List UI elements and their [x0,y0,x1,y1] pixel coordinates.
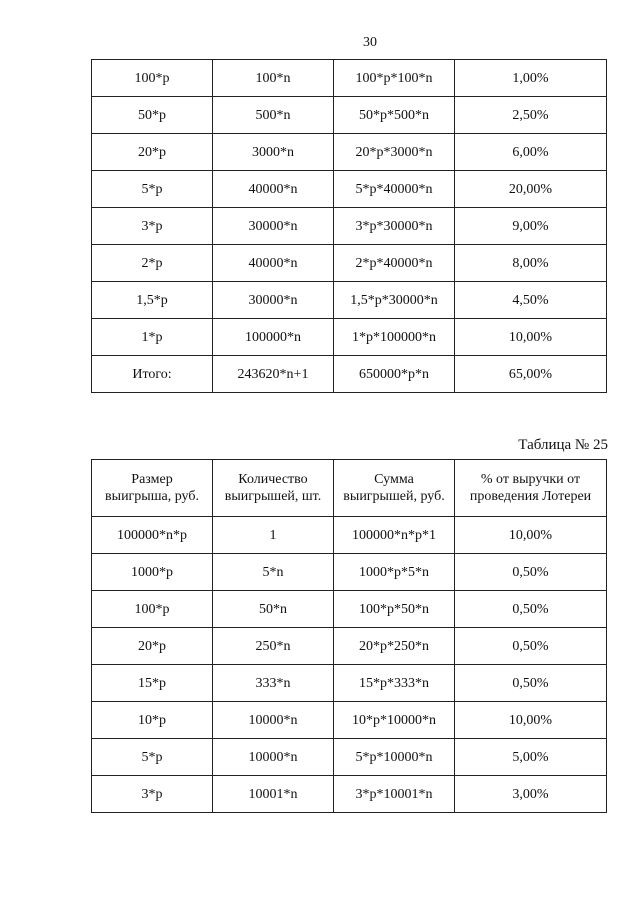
table-row [92,665,607,702]
prize-count-cell: 10001*n [213,776,334,813]
prize-count-cell: 3000*n [213,134,334,171]
prize-amount-cell: 10*р [92,702,213,739]
table-row [92,282,607,319]
table-row [92,591,607,628]
prize-sum-cell: 20*р*3000*n [334,134,455,171]
prize-count-cell: 100000*n [213,319,334,356]
header-line: выигрышей, руб. [343,489,445,504]
prize-amount-cell: 3*р [92,776,213,813]
prize-count-cell: 10000*n [213,702,334,739]
prize-sum-cell: 2*р*40000*n [334,245,455,282]
header-line: % от выручки от [480,472,581,487]
prize-table-continued-body [92,60,607,393]
table-row [92,554,607,591]
table-row [92,208,607,245]
revenue-percent-cell: 2,50% [455,97,607,134]
header-line: выигрыша, руб. [105,489,199,504]
header-prize-amount [92,460,213,517]
prize-sum-cell: 10*р*10000*n [334,702,455,739]
table-row [92,776,607,813]
prize-amount-cell: 100000*n*р [92,517,213,554]
revenue-percent-cell: 5,00% [455,739,607,776]
prize-amount-cell: 20*р [92,628,213,665]
prize-table-25 [91,459,607,813]
revenue-percent-cell: 6,00% [455,134,607,171]
prize-amount-cell: 2*р [92,245,213,282]
prize-count-cell: 5*n [213,554,334,591]
prize-sum-cell: 50*р*500*n [334,97,455,134]
prize-table-25-header [92,460,607,517]
prize-count-cell: 40000*n [213,245,334,282]
revenue-percent-cell: 10,00% [455,702,607,739]
table-row [92,60,607,97]
prize-amount-cell: 1000*р [92,554,213,591]
prize-amount-cell: 5*р [92,171,213,208]
prize-count-cell: 333*n [213,665,334,702]
prize-table-continued [91,59,607,393]
revenue-percent-cell: 0,50% [455,628,607,665]
revenue-percent-cell: 0,50% [455,591,607,628]
header-line: Размер [131,472,173,487]
table-row [92,517,607,554]
header-row [92,460,607,517]
prize-sum-cell: 100*р*100*n [334,60,455,97]
table-row [92,171,607,208]
prize-count-cell: 30000*n [213,208,334,245]
prize-amount-cell: 5*р [92,739,213,776]
revenue-percent-cell: 8,00% [455,245,607,282]
header-prize-count [213,460,334,517]
table-row [92,628,607,665]
prize-sum-cell: 3*р*30000*n [334,208,455,245]
table-row [92,134,607,171]
prize-table-25-body [92,517,607,813]
revenue-percent-cell: 0,50% [455,665,607,702]
prize-sum-cell: 15*р*333*n [334,665,455,702]
prize-count-cell: 10000*n [213,739,334,776]
header-revenue-percent [455,460,607,517]
prize-sum-cell: 1,5*р*30000*n [334,282,455,319]
table-row [92,97,607,134]
prize-sum-cell: 100*р*50*n [334,591,455,628]
revenue-percent-cell: 10,00% [455,517,607,554]
prize-amount-cell: 1*р [92,319,213,356]
revenue-percent-cell: 4,50% [455,282,607,319]
prize-sum-cell: 3*р*10001*n [334,776,455,813]
prize-sum-cell: 1000*р*5*n [334,554,455,591]
total-label-cell: Итого: [92,356,213,393]
revenue-percent-cell: 3,00% [455,776,607,813]
prize-sum-cell: 5*р*40000*n [334,171,455,208]
revenue-percent-cell: 1,00% [455,60,607,97]
table-row [92,739,607,776]
prize-amount-cell: 100*р [92,60,213,97]
table-row [92,319,607,356]
table-row [92,245,607,282]
total-percent-cell: 65,00% [455,356,607,393]
header-line: Сумма [374,472,414,487]
total-sum-cell: 650000*р*n [334,356,455,393]
prize-amount-cell: 15*р [92,665,213,702]
prize-sum-cell: 1*р*100000*n [334,319,455,356]
header-line: проведения Лотереи [469,489,592,504]
header-line: Количество [238,472,308,487]
header-line: выигрышей, шт. [224,489,322,504]
prize-count-cell: 40000*n [213,171,334,208]
prize-sum-cell: 100000*n*р*1 [334,517,455,554]
header-prize-sum [334,460,455,517]
revenue-percent-cell: 9,00% [455,208,607,245]
total-count-cell: 243620*n+1 [213,356,334,393]
prize-count-cell: 30000*n [213,282,334,319]
prize-count-cell: 500*n [213,97,334,134]
prize-amount-cell: 3*р [92,208,213,245]
prize-sum-cell: 20*р*250*n [334,628,455,665]
revenue-percent-cell: 20,00% [455,171,607,208]
prize-count-cell: 50*n [213,591,334,628]
prize-sum-cell: 5*р*10000*n [334,739,455,776]
prize-count-cell: 250*n [213,628,334,665]
revenue-percent-cell: 10,00% [455,319,607,356]
revenue-percent-cell: 0,50% [455,554,607,591]
page-number: 30 [363,35,377,50]
prize-amount-cell: 1,5*р [92,282,213,319]
table-caption: Таблица № 25 [518,437,608,453]
prize-amount-cell: 100*р [92,591,213,628]
prize-amount-cell: 20*р [92,134,213,171]
prize-amount-cell: 50*р [92,97,213,134]
prize-count-cell: 1 [213,517,334,554]
table-row [92,702,607,739]
prize-count-cell: 100*n [213,60,334,97]
table-total-row [92,356,607,393]
